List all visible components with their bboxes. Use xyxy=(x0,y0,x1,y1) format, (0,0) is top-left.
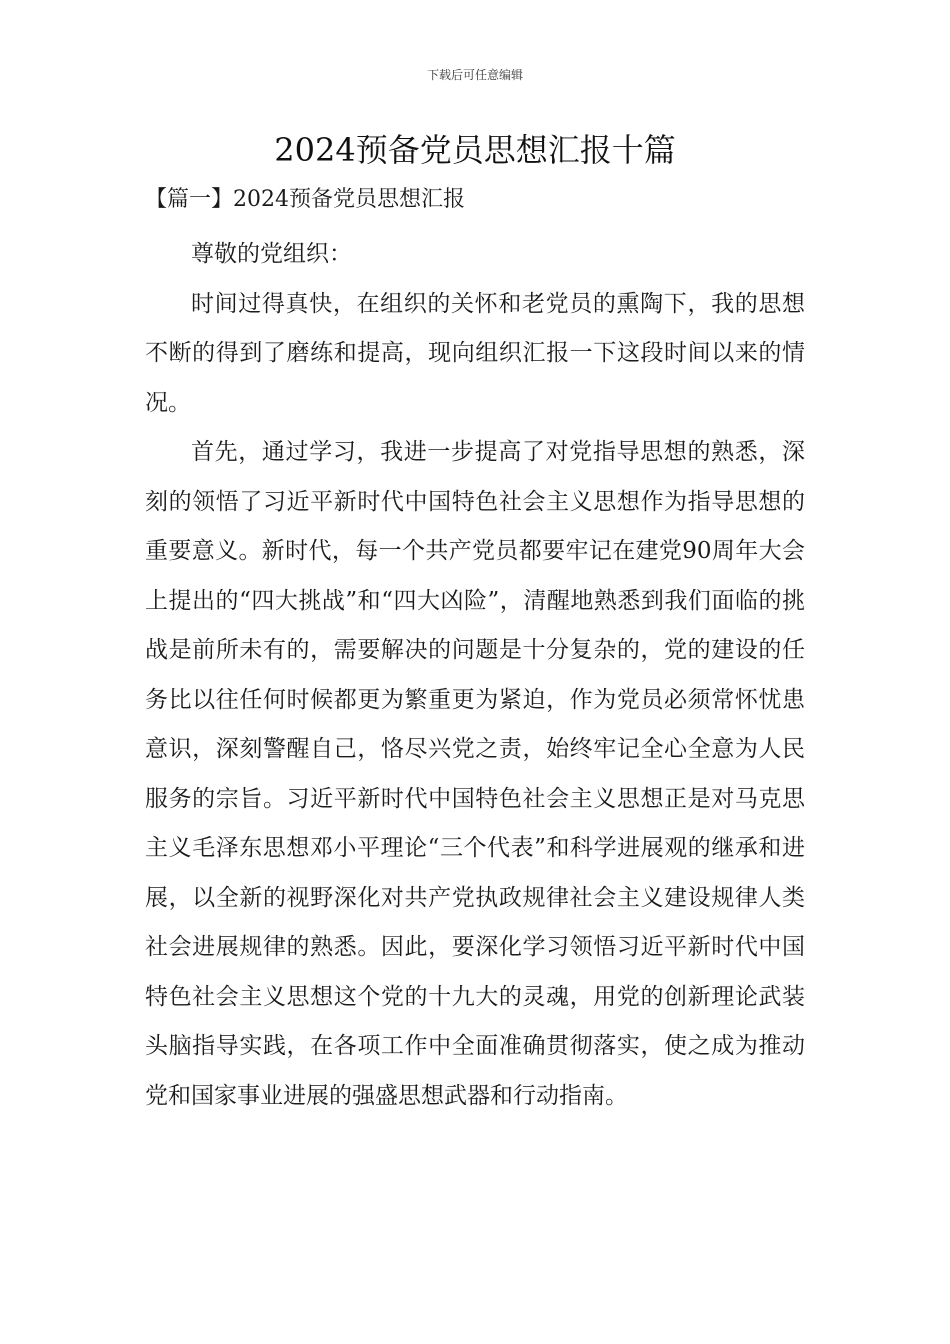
salutation: 尊敬的党组织： xyxy=(191,241,352,267)
paragraph-1: 时间过得真快，在组织的关怀和老党员的熏陶下，我的思想不断的得到了磨练和提高，现向组织汇报一下这段时间以来的情况。 xyxy=(145,290,805,416)
section-heading: 【篇一】2024预备党员思想汇报 xyxy=(145,187,465,212)
header-note: 下载后可任意编辑 xyxy=(426,68,523,82)
paragraph-2: 首先，通过学习，我进一步提高了对党指导思想的熟悉，深刻的领悟了习近平新时代中国特色社会主义思想作为指导思想的重要意义。新时代，每一个共产党员都要牢记在建党90周年大会上提出的“四大挑战”和“四大凶险”，清醒地熟悉到我们面临的挑战是前所未有的，需要解决的问题是十分复杂的，党的建设的任务比以往任何时候都更为繁重更为紧迫，作为党员必须常怀忧患意识，深刻警醒自己，恪尽兴党之责，始终牢记全心全意为人民服务的宗旨。习近平新时代中国特色社会主义思想正是对马克思主义毛泽东思想邓小平理论“三个代表”和科学进展观的继承和进展，以全新的视野深化对共产党执政规律社会主义建设规律人类社会进展规律的熟悉。因此，要深化学习领悟习近平新时代中国特色社会主义思想这个党的十九大的灵魂，用党的创新理论武装头脑指导实践，在各项工作中全面准确贯彻落实，使之成为推动党和国家事业进展的强盛思想武器和行动指南。 xyxy=(145,439,805,1109)
document-body xyxy=(145,230,805,1121)
document-title: 2024预备党员思想汇报十篇 xyxy=(274,131,676,169)
